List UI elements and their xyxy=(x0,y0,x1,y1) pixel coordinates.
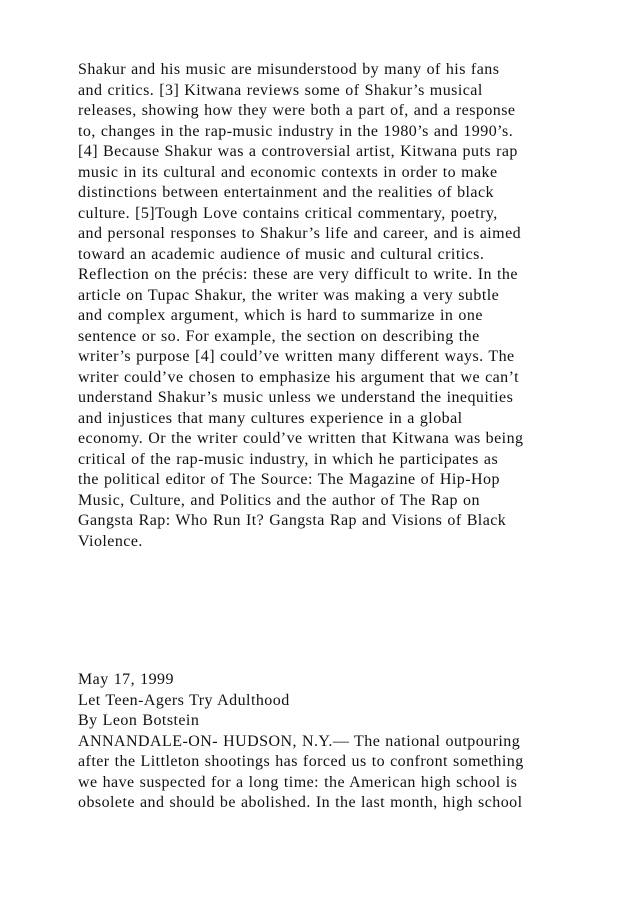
text-line: toward an academic audience of music and cultural critics. xyxy=(78,245,485,263)
text-line: releases, showing how they were both a part of, and a response xyxy=(78,102,516,119)
text-line: understand Shakur’s music unless we understand the inequities xyxy=(78,389,514,406)
article-body-line: obsolete and should be abolished. In the last month, high school xyxy=(78,794,523,811)
text-line: and personal responses to Shakur’s life and career, and is aimed xyxy=(78,225,522,242)
text-line: and complex argument, which is hard to summarize in one xyxy=(78,307,483,324)
article-body-line: we have suspected for a long time: the American high school is xyxy=(78,773,518,791)
article-body-line: after the Littleton shootings has forced us to confront something xyxy=(78,753,524,770)
text-line: article on Tupac Shakur, the writer was making a very subtle xyxy=(78,286,500,304)
text-line: culture. [5]Tough Love contains critical commentary, poetry, xyxy=(78,204,498,222)
text-line: Music, Culture, and Politics and the author of The Rap on xyxy=(78,491,480,509)
text-line: critical of the rap-music industry, in which he participates as xyxy=(78,450,499,468)
article-excerpt xyxy=(78,670,598,814)
text-line: Violence. xyxy=(78,532,143,550)
text-line: distinctions between entertainment and the realities of black xyxy=(78,184,494,201)
text-line: economy. Or the writer could’ve written that Kitwana was being xyxy=(78,430,524,447)
text-line: and critics. [3] Kitwana reviews some of Shakur’s musical xyxy=(78,81,483,99)
text-line: [4] Because Shakur was a controversial artist, Kitwana puts rap xyxy=(78,143,518,160)
text-line: writer’s purpose [4] could’ve written many different ways. The xyxy=(78,348,515,365)
article-body-line: ANNANDALE-ON- HUDSON, N.Y.— The national outpouring xyxy=(78,732,521,750)
text-line: to, changes in the rap-music industry in the 1980’s and 1990’s. xyxy=(78,122,514,140)
text-line: the political editor of The Source: The Magazine of Hip-Hop xyxy=(78,471,500,488)
text-line: Reflection on the précis: these are very difficult to write. In the xyxy=(78,266,518,283)
text-line: Shakur and his music are misunderstood by many of his fans xyxy=(78,61,500,78)
text-line: writer could’ve chosen to emphasize his argument that we can’t xyxy=(78,368,520,386)
text-line: Gangsta Rap: Who Run It? Gangsta Rap and Visions of Black xyxy=(78,512,507,529)
text-line: and injustices that many cultures experience in a global xyxy=(78,409,463,427)
text-line: sentence or so. For example, the section on describing the xyxy=(78,327,480,345)
article-byline: By Leon Botstein xyxy=(78,712,200,729)
article-date: May 17, 1999 xyxy=(78,671,174,688)
precis-reflection-text xyxy=(78,60,598,552)
text-line: music in its cultural and economic contexts in order to make xyxy=(78,163,498,181)
article-title: Let Teen-Agers Try Adulthood xyxy=(78,691,290,709)
